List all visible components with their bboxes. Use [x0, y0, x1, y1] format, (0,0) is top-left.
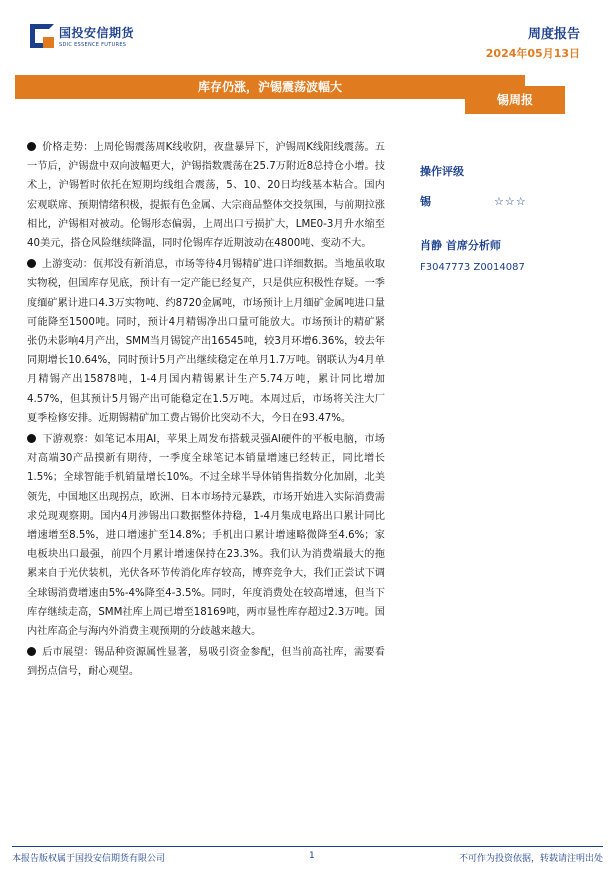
bullet-icon — [27, 647, 36, 656]
bullet-icon — [27, 259, 36, 268]
bullet-icon — [27, 142, 36, 151]
paragraph-price-trend — [27, 138, 385, 253]
paragraph-text: 上游变动：佤邦没有新消息，市场等待4月锡精矿进口详细数据。当地虽收取实物税，但国库存见底，预计有一定产能已经复产，只是供应积极性存疑。一季度缅矿累计进口4.3万实物吨、约8720金属吨，市场预计上月缅矿金属吨进口量可能降至1500吨。同时，预计4月精锡净出口量可能放大。市场预计的精矿紧张仍未影响4月产出，SMM当月锡锭产出16545吨，较3月环增6.36%，较去年同期增长10.64%，同时预计5月产出继续稳定在单月1.7万吨。钢联认为4月单月精锡产出15878吨，1-4月国内精锡累计生产5.74万吨，累计同比增加4.57%，但其预计5月锡产出可能稳定在1.5万吨。本周过后，市场将关注大厂夏季检修安排。近期锡精矿加工费占锡价比突动不大，今日在93.47%。 — [27, 259, 385, 424]
title-bar — [15, 75, 525, 99]
footer-divider — [12, 846, 603, 847]
report-type: 周度报告 — [527, 27, 580, 42]
paragraph-downstream — [27, 430, 385, 641]
analyst-cert: F3047773 Z0014087 — [420, 262, 525, 273]
paragraph-text: 价格走势：上周伦锡震荡周K线收阴，夜盘暴异下，沪锡周K线阳线震荡。五一节后，沪锡盘中双向波幅更大，沪锡指数震荡在25.7万附近8总持仓小增。技术上，沪锡暂时依托在短期均线组合震荡，5、10、20日均线基本粘合。国内宏观联席、预期情绪积极，提振有色金属、大宗商品整体交投氛围，与前期拉涨相比，沪锡相对被动。伦锡形态偏弱，上周出口亏损扩大，LME0-3月升水缩至40美元，搭仓风险继续降温，同时伦锡库存近期波动在4800吨、变动不大。 — [27, 142, 385, 250]
paragraph-upstream — [27, 255, 385, 428]
paragraph-text: 后市展望：锡品种资源属性显著，易吸引资金参配，但当前高社库，需要看到拐点信号，耐心观望。 — [27, 647, 385, 678]
sidebar-info — [420, 163, 590, 273]
page-number: 1 — [309, 851, 315, 861]
footer-copyright: 本报告版权属于国投安信期货有限公司 — [12, 854, 166, 864]
paragraph-outlook — [27, 643, 385, 681]
analyst-name: 肖静 首席分析师 — [420, 239, 501, 252]
footer-disclaimer: 不可作为投资依据，转载请注明出处 — [458, 854, 603, 864]
logo-name-cn: 国投安信期货 — [59, 26, 135, 40]
category-tag — [465, 86, 565, 114]
report-title: 库存仍涨，沪锡震荡波幅大 — [197, 80, 342, 94]
rating-heading: 操作评级 — [420, 165, 464, 178]
company-logo — [30, 24, 134, 48]
report-date: 2024年05月13日 — [485, 47, 580, 60]
page-header — [0, 0, 615, 70]
logo-name-en: SDIC ESSENCE FUTURES — [59, 42, 127, 48]
logo-mark-icon — [30, 24, 54, 48]
rating-item: 锡 — [420, 195, 431, 208]
rating-stars-icon: ☆☆☆ — [494, 194, 527, 208]
report-body — [27, 138, 385, 684]
bullet-icon — [27, 434, 36, 443]
category-tag-label: 锡周报 — [496, 93, 533, 107]
paragraph-text: 下游观察：如笔记本用AI，苹果上周发布搭载灵强AI硬件的平板电脑，市场对高端30产品摸新有期待，一季度全球笔记本销量增速已经转正，同比增长1.5%；全球智能手机销量增长10%。不过全球半导体销售指数分化加剧，北美领先，中国地区出现拐点，欧洲、日本市场持元暴跌，市场开始进入实际消费需求兑现观察期。国内4月涉锡出口数据整体持稳，1-4月集成电路出口累计同比增速增至8.5%，进口增速扩至14.8%；手机出口累计增速略微降至4.6%；家电板块出口最强，前四个月累计增速保持在23.3%。我们认为消费端最大的拖累来自于光伏装机，光伏各环节传消化库存较高，博弈竞争大，我们正尝试下调全球锡消费增速由5%-4%降至4-3.5%。同时，年度消费处在较高增速，但当下库存继续走高，SMM社库上周已增至18169吨，两市显性库存超过2.3万吨。国内社库高企与海内外消费主观预期的分歧越来越大。 — [27, 434, 385, 638]
rating-row — [420, 193, 590, 209]
